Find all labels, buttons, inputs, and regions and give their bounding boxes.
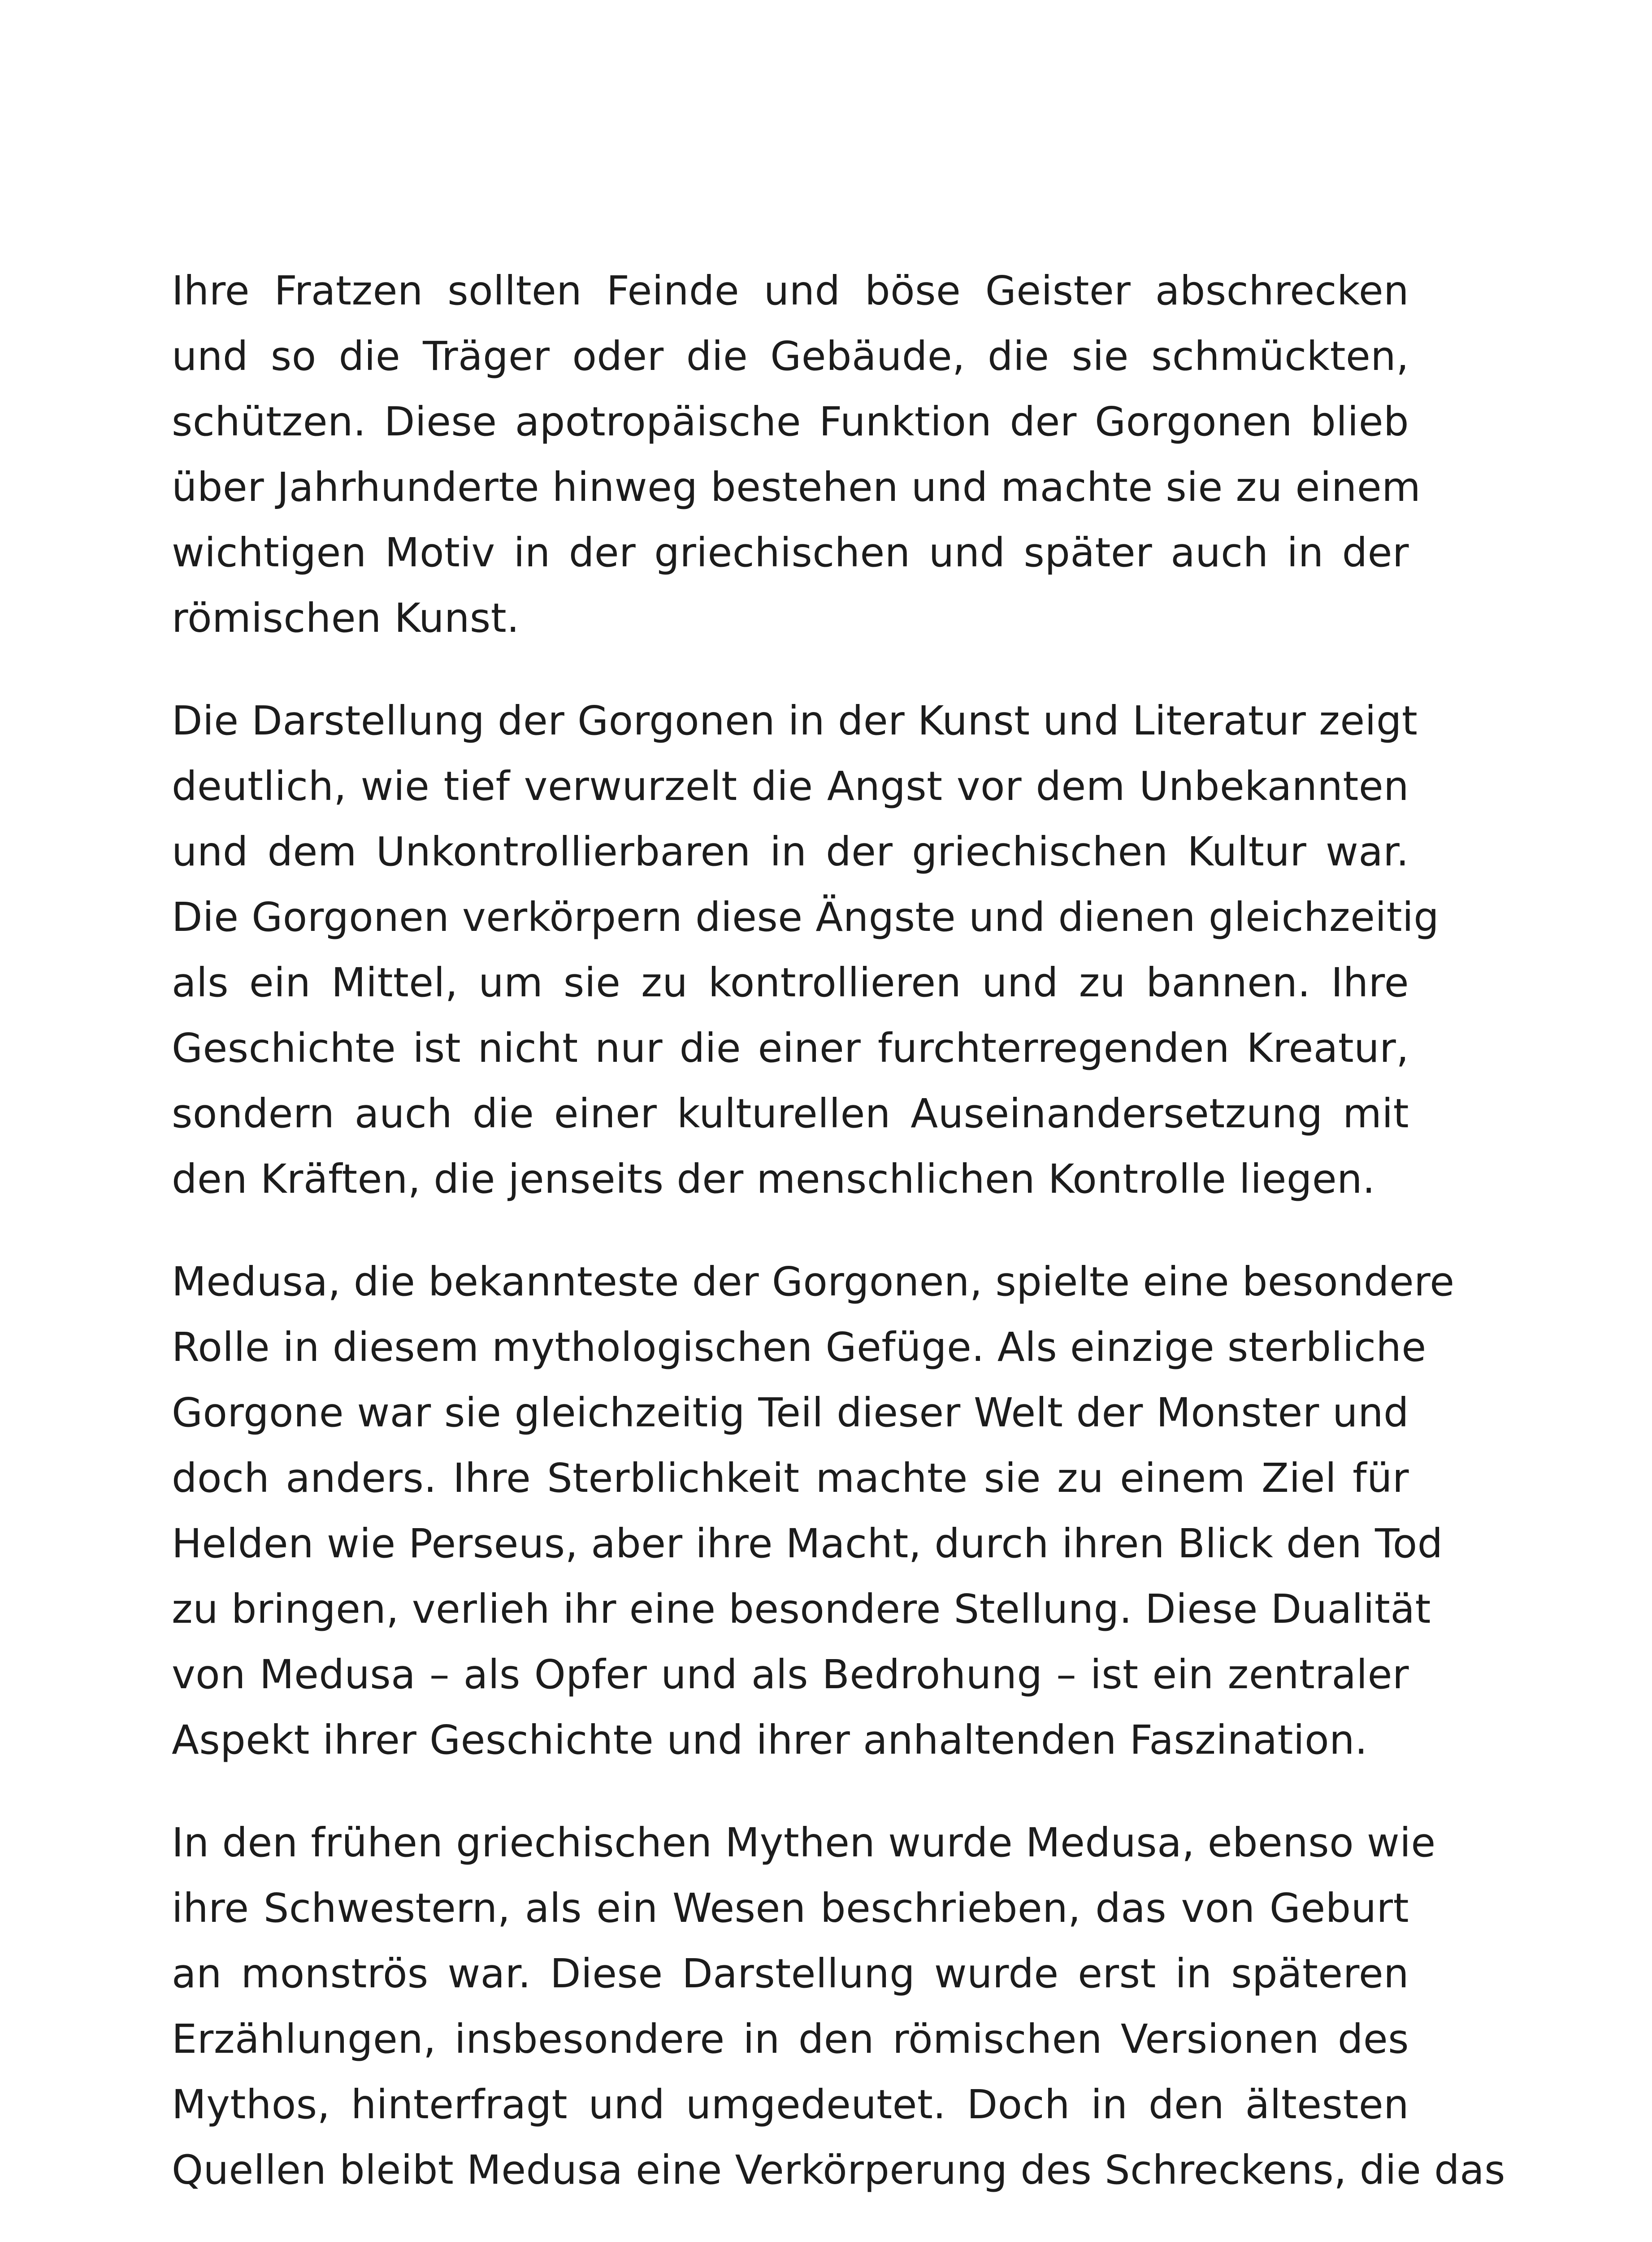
- body-text: [172, 258, 1505, 2240]
- text-line: schützen. Diese apotropäische Funktion der Gorgonen blieb: [172, 398, 1409, 445]
- text-line: Die Gorgonen verkörpern diese Ängste und dienen gleichzeitig: [172, 894, 1440, 940]
- text-line: doch anders. Ihre Sterblichkeit machte sie zu einem Ziel für: [172, 1455, 1409, 1501]
- text-line: wichtigen Motiv in der griechischen und später auch in der: [172, 529, 1409, 576]
- text-line: den Kräften, die jenseits der menschlichen Kontrolle liegen.: [172, 1156, 1375, 1202]
- text-line: Rolle in diesem mythologischen Gefüge. Als einzige sterbliche: [172, 1324, 1427, 1370]
- text-line: Erzählungen, insbesondere in den römischen Versionen des: [172, 2016, 1409, 2062]
- text-line: als ein Mittel, um sie zu kontrollieren und zu bannen. Ihre: [172, 959, 1409, 1006]
- text-line: Medusa, die bekannteste der Gorgonen, spielte eine besondere: [172, 1258, 1455, 1305]
- text-line: sondern auch die einer kulturellen Auseinandersetzung mit: [172, 1090, 1409, 1137]
- paragraph-3: [172, 1249, 1455, 1773]
- paragraph-4: [172, 1810, 1505, 2203]
- text-line: Aspekt ihrer Geschichte und ihrer anhaltenden Faszination.: [172, 1716, 1368, 1763]
- text-line: und dem Unkontrollierbaren in der griechischen Kultur war.: [172, 828, 1409, 875]
- text-line: In den frühen griechischen Mythen wurde Medusa, ebenso wie: [172, 1819, 1436, 1866]
- text-line: deutlich, wie tief verwurzelt die Angst vor dem Unbekannten: [172, 763, 1409, 809]
- text-line: von Medusa – als Opfer und als Bedrohung – ist ein zentraler: [172, 1651, 1409, 1698]
- text-line: Die Darstellung der Gorgonen in der Kunst und Literatur zeigt: [172, 697, 1418, 744]
- text-line: Geschichte ist nicht nur die einer furchterregenden Kreatur,: [172, 1025, 1409, 1071]
- text-line: Gorgone war sie gleichzeitig Teil dieser Welt der Monster und: [172, 1389, 1409, 1436]
- paragraph-2: [172, 688, 1440, 1212]
- text-line: Quellen bleibt Medusa eine Verkörperung des Schreckens, die das: [172, 2146, 1505, 2193]
- paragraph-1: [172, 258, 1421, 651]
- text-line: an monströs war. Diese Darstellung wurde erst in späteren: [172, 1950, 1409, 1997]
- text-line: und so die Träger oder die Gebäude, die sie schmückten,: [172, 333, 1409, 379]
- text-line: ihre Schwestern, als ein Wesen beschrieben, das von Geburt: [172, 1885, 1409, 1931]
- text-line: zu bringen, verlieh ihr eine besondere Stellung. Diese Dualität: [172, 1586, 1431, 1632]
- text-line: römischen Kunst.: [172, 595, 520, 641]
- text-line: Mythos, hinterfragt und umgedeutet. Doch in den ältesten: [172, 2081, 1409, 2128]
- text-line: Ihre Fratzen sollten Feinde und böse Geister abschrecken: [172, 267, 1409, 314]
- text-line: über Jahrhunderte hinweg bestehen und machte sie zu einem: [172, 464, 1421, 510]
- text-line: Helden wie Perseus, aber ihre Macht, durch ihren Blick den Tod: [172, 1520, 1443, 1567]
